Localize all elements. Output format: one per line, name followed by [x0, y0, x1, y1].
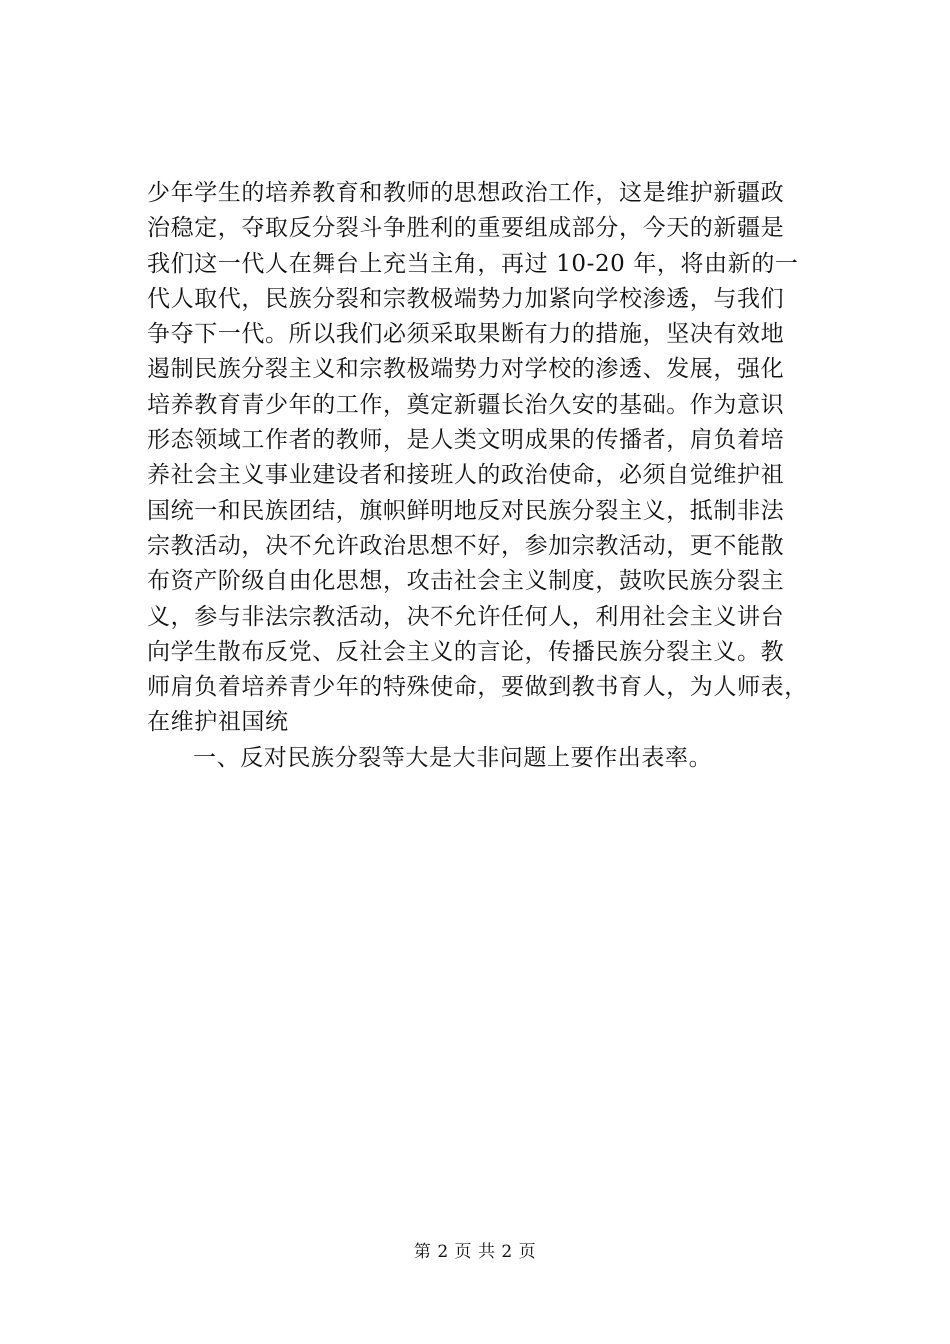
text-line: 我们这一代人在舞台上充当主角，再过 10-20 年，将由新的一: [147, 250, 799, 277]
text-line: 师肩负着培养青少年的特殊使命，要做到教书育人，为人师表，: [147, 674, 808, 701]
page-footer: 第 2 页 共 2 页: [413, 1242, 537, 1262]
text-line: 争夺下一代。所以我们必须采取果断有力的措施，坚决有效地: [147, 321, 785, 348]
text-line: 宗教活动，决不允许政治思想不好，参加宗教活动，更不能散: [147, 532, 785, 559]
text-line: 向学生散布反党、反社会主义的言论，传播民族分裂主义。教: [147, 638, 785, 665]
text-line: 布资产阶级自由化思想，攻击社会主义制度，鼓吹民族分裂主: [147, 568, 785, 595]
text-line: 治稳定，夺取反分裂斗争胜利的重要组成部分，今天的新疆是: [147, 215, 785, 242]
text-line: 代人取代，民族分裂和宗教极端势力加紧向学校渗透，与我们: [147, 285, 785, 312]
text-line: 在维护祖国统: [147, 709, 289, 736]
text-line: 遏制民族分裂主义和宗教极端势力对学校的渗透、发展，强化: [147, 356, 785, 383]
body-text: [147, 176, 827, 776]
text-line: 形态领域工作者的教师，是人类文明成果的传播者，肩负着培: [147, 427, 785, 454]
text-line: 少年学生的培养教育和教师的思想政治工作，这是维护新疆政: [147, 180, 785, 206]
section-heading: 一、反对民族分裂等大是大非问题上要作出表率。: [193, 744, 713, 771]
text-line: 国统一和民族团结，旗帜鲜明地反对民族分裂主义，抵制非法: [147, 497, 785, 524]
text-line: 义，参与非法宗教活动，决不允许任何人，利用社会主义讲台: [147, 603, 785, 630]
text-line: 培养教育青少年的工作，奠定新疆长治久安的基础。作为意识: [147, 391, 785, 418]
text-line: 养社会主义事业建设者和接班人的政治使命，必须自觉维护祖: [147, 462, 785, 489]
